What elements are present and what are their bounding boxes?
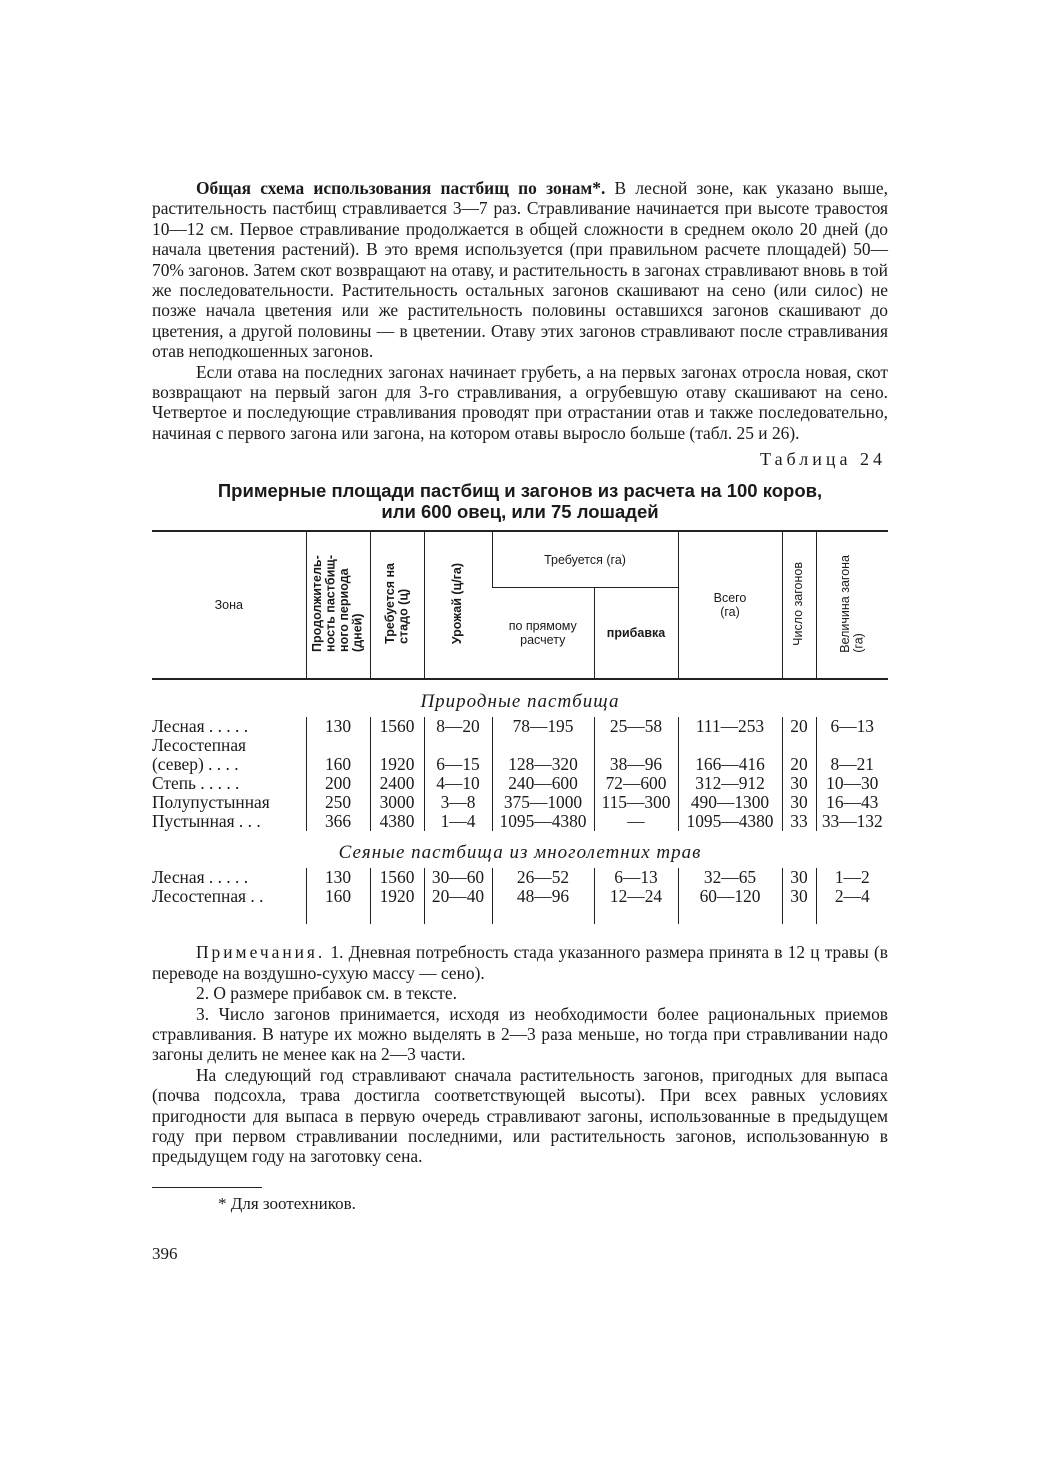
table-cell: 30 [782,774,816,793]
header-zone: Зона [152,531,306,679]
table-cell: 240—600 [492,774,594,793]
table-cell: 48—96 [492,887,594,906]
table-cell: 72—600 [594,774,678,793]
sown-pastures-rows [152,868,888,906]
table-row [152,793,888,812]
pasture-table [152,530,888,924]
table-cell: 128—320 [492,755,594,774]
table-title [152,480,888,522]
table-cell: 6—15 [424,755,492,774]
table-cell [306,736,370,755]
intro-paragraph-1-text: В лесной зоне, как указано выше, растительность пастбищ стравливается 3—7 раз. Стравливание начинается при высоте травостоя 10—12 см. Первое стравливание продолжается в общей сложности в среднем около 20 дней (до начала цветения растений). В это время используется (при правильном расчете площадей) 50—70% загонов. Затем скот возвращают на отаву, и растительность в загонах стравливают вновь в той же последовательности. Растительность остальных загонов скашивают на сено (или силос) не позже начала цветения или же растительность половины оставшихся загонов скашивают до цветения, а другой половины — в цветении. Отаву этих загонов стравливают после стравливания отав неподкошенных загонов. [152,178,888,362]
table-row [152,774,888,793]
table-cell: 33—132 [816,812,888,831]
table-cell: 30 [782,868,816,887]
page-number: 396 [152,1243,178,1263]
table-row [152,755,888,774]
table-cell: 8—21 [816,755,888,774]
table-cell: 1—2 [816,868,888,887]
table-label: Таблица 24 [760,449,886,470]
table-cell: 25—58 [594,717,678,736]
table-cell: 20 [782,755,816,774]
table-cell: Степь . . . . . [152,773,240,794]
table-cell: 160 [306,887,370,906]
table-cell: 8—20 [424,717,492,736]
table-cell [816,736,888,755]
table-cell: 200 [306,774,370,793]
table-cell: 4—10 [424,774,492,793]
table-cell: Лесная . . . . . [152,716,249,737]
header-size: Величина загона (га) [816,531,888,679]
table-cell [370,736,424,755]
table-cell: 130 [306,717,370,736]
table-cell: 10—30 [816,774,888,793]
footnote: * Для зоотехников. [218,1193,356,1213]
table-cell: 33 [782,812,816,831]
table-cell: 2—4 [816,887,888,906]
natural-pastures-rows [152,717,888,831]
table-cell [424,736,492,755]
header-count: Число загонов [782,531,816,679]
table-cell: 250 [306,793,370,812]
table-cell: 312—912 [678,774,782,793]
table-cell [492,736,594,755]
section-lead: Общая схема использования пастбищ по зонам*. [196,178,606,198]
intro-paragraph-1 [152,178,888,362]
intro-paragraph-2: Если отава на последних загонах начинает грубеть, а на первых загонах отросла новая, скот возвращают на первый загон для 3-го стравливания, а огрубевшую отаву скашивают на сено. Четвертое и последующие стравливания проводят при отрастании отав и также последовательно, начиная с первого загона или загона, на котором отавы выросло больше (табл. 25 и 26). [152,361,888,443]
table-cell: 3—8 [424,793,492,812]
table-cell: 2400 [370,774,424,793]
table-cell: 366 [306,812,370,831]
table-notes [152,942,888,1064]
table-cell: 4380 [370,812,424,831]
table-cell: 3000 [370,793,424,812]
table-cell: 375—1000 [492,793,594,812]
table-cell: 115—300 [594,793,678,812]
header-total: Всего (га) [678,531,782,679]
table-cell: 12—24 [594,887,678,906]
table-cell: 130 [306,868,370,887]
table-cell [594,736,678,755]
note-3: 3. Число загонов принимается, исходя из необходимости более рациональных приемов стравливания. В натуре их можно выделять в 2—3 раза меньше, но тогда при стравливании надо загоны делить не менее как на 2—3 части. [152,1003,888,1065]
table-cell: 1—4 [424,812,492,831]
table-cell: 6—13 [816,717,888,736]
table-cell: 16—43 [816,793,888,812]
table-cell: 26—52 [492,868,594,887]
table-cell: 1920 [370,887,424,906]
table-cell: 32—65 [678,868,782,887]
table-row [152,736,888,755]
table-cell: 20—40 [424,887,492,906]
table-row [152,868,888,887]
footnote-rule [152,1187,262,1188]
table-cell: Лесостепная . . [152,886,264,907]
table-row [152,887,888,906]
table-row [152,812,888,831]
table-cell: 60—120 [678,887,782,906]
table-cell: 160 [306,755,370,774]
table-cell: 6—13 [594,868,678,887]
table-cell: Полупустынная [152,792,270,813]
table-row [152,717,888,736]
table-cell [678,736,782,755]
notes-heading: Примечания. [196,942,326,963]
table-cell: Лесная . . . . . [152,867,249,888]
section-natural-pastures: Природные пастбища [420,691,620,713]
table-cell: 1095—4380 [678,812,782,831]
table-cell: Лесостепная [152,735,247,756]
table-cell: 20 [782,717,816,736]
header-addition: прибавка [594,587,678,679]
header-duration: Продолжитель- ность пастбищ- ного периода (дней) [306,531,370,679]
header-yield: Урожай (ц/га) [424,531,492,679]
header-direct: по прямому расчету [492,587,594,679]
table-cell: 1095—4380 [492,812,594,831]
table-cell: 30 [782,887,816,906]
closing-paragraph: На следующий год стравливают сначала растительность загонов, пригодных для выпаса (почва подсохла, трава достигла соответствующей высоты). При всех равных условиях пригодности для выпаса в первую очередь стравливают загоны, использованные в предыдущем году при первом стравливании последними, или растительность загонов, использованную в предыдущем году на заготовку сена. [152,1064,888,1167]
table-cell: 1920 [370,755,424,774]
table-cell: 490—1300 [678,793,782,812]
header-required-herd: Требуется на стадо (ц) [370,531,424,679]
table-cell: 30—60 [424,868,492,887]
table-cell [782,736,816,755]
table-cell: 166—416 [678,755,782,774]
table-cell: 111—253 [678,717,782,736]
table-cell: 38—96 [594,755,678,774]
note-2: 2. О размере прибавок см. в тексте. [196,983,457,1004]
table-title-line-1: Примерные площади пастбищ и загонов из расчета на 100 коров, [217,480,823,502]
table-cell: — [594,812,678,831]
header-required-group: Требуется (га) [492,531,678,587]
table-cell: 78—195 [492,717,594,736]
note-1: Примечания. 1. Дневная потребность стада указанного размера принята в 12 ц травы (в переводе на воздушно-сухую массу — сено). [152,942,888,983]
table-cell: (север) . . . . [152,754,239,775]
section-sown-pastures: Сеяные пастбища из многолетних трав [338,842,702,864]
table-title-line-2: или 600 овец, или 75 лошадей [381,501,659,523]
table-cell: 30 [782,793,816,812]
table-cell: Пустынная . . . [152,811,261,832]
table-cell: 1560 [370,868,424,887]
page-content [152,178,888,1264]
table-cell: 1560 [370,717,424,736]
